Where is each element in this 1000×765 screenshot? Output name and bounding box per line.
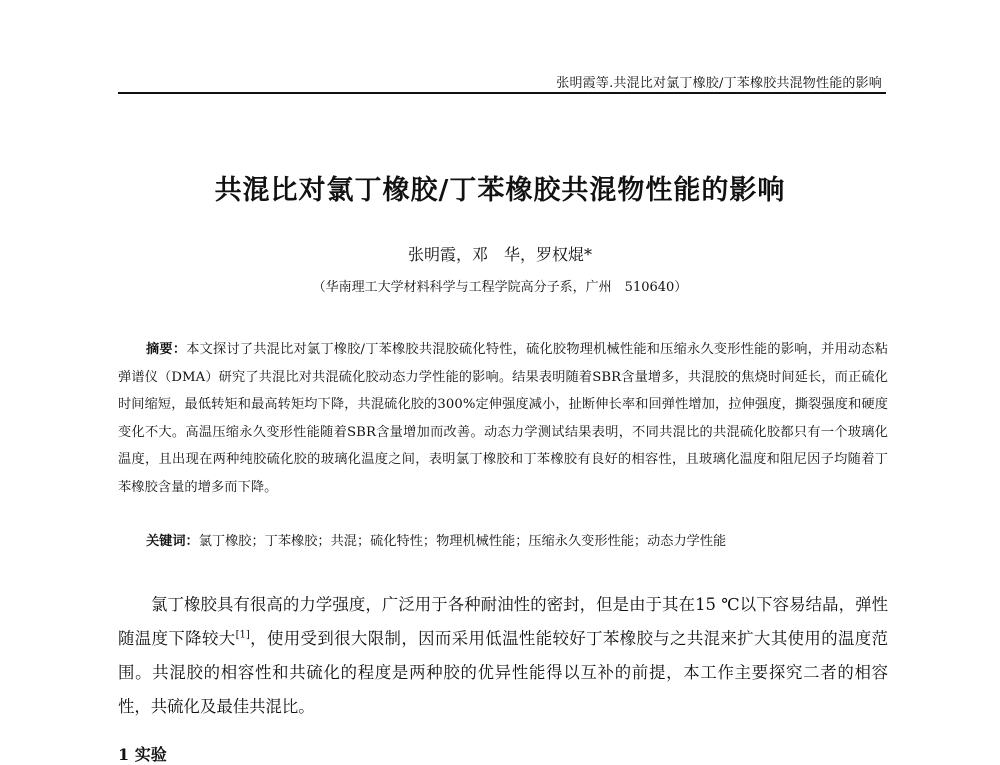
header-rule <box>118 92 886 94</box>
section-heading-experiment: 1 实验 <box>118 745 167 764</box>
intro-paragraph <box>118 588 888 724</box>
running-header: 张明霞等.共混比对氯丁橡胶/丁苯橡胶共混物性能的影响 <box>556 76 882 91</box>
abstract-label: 摘要： <box>146 342 187 357</box>
abstract-text: 本文探讨了共混比对氯丁橡胶/丁苯橡胶共混胶硫化特性，硫化胶物理机械性能和压缩永久变形性能的影响，并用动态粘弹谱仪（DMA）研究了共混比对共混硫化胶动态力学性能的影响。结果表明随着SBR含量增多，共混胶的焦烧时间延长，而正硫化时间缩短，最低转矩和最高转矩均下降，共混硫化胶的300%定伸强度减小，扯断伸长率和回弹性增加，拉伸强度，撕裂强度和硬度变化不大。高温压缩永久变形性能随着SBR含量增加而改善。动态力学测试结果表明，不同共混比的共混硫化胶都只有一个玻璃化温度，且出现在两种纯胶硫化胶的玻璃化温度之间，表明氯丁橡胶和丁苯橡胶有良好的相容性，且玻璃化温度和阻尼因子均随着丁苯橡胶含量的增多而下降。 <box>118 342 888 495</box>
keywords-text: 氯丁橡胶；丁苯橡胶；共混；硫化特性；物理机械性能；压缩永久变形性能；动态力学性能 <box>198 534 727 549</box>
paper-title: 共混比对氯丁橡胶/丁苯橡胶共混物性能的影响 <box>214 175 786 206</box>
intro-text-part1: 氯丁橡胶具有很高的力学强度，广泛用于各种耐油性的密封，但是由于其在15 ℃以下容易结晶，弹性随温度下降较大 <box>118 595 888 648</box>
keywords <box>118 528 888 556</box>
citation-ref[interactable]: [1] <box>235 629 250 641</box>
abstract <box>118 336 888 501</box>
author-list: 张明霞，邓 华，罗权焜* <box>407 245 592 264</box>
affiliation: （华南理工大学材料科学与工程学院高分子系，广州 510640） <box>312 280 688 295</box>
intro-text-part2: ，使用受到很大限制，因而采用低温性能较好丁苯橡胶与之共混来扩大其使用的温度范围。共混胶的相容性和共硫化的程度是两种胶的优异性能得以互补的前提，本工作主要探究二者的相容性，共硫化及最佳共混比。 <box>118 629 889 716</box>
keywords-label: 关键词： <box>146 534 199 549</box>
